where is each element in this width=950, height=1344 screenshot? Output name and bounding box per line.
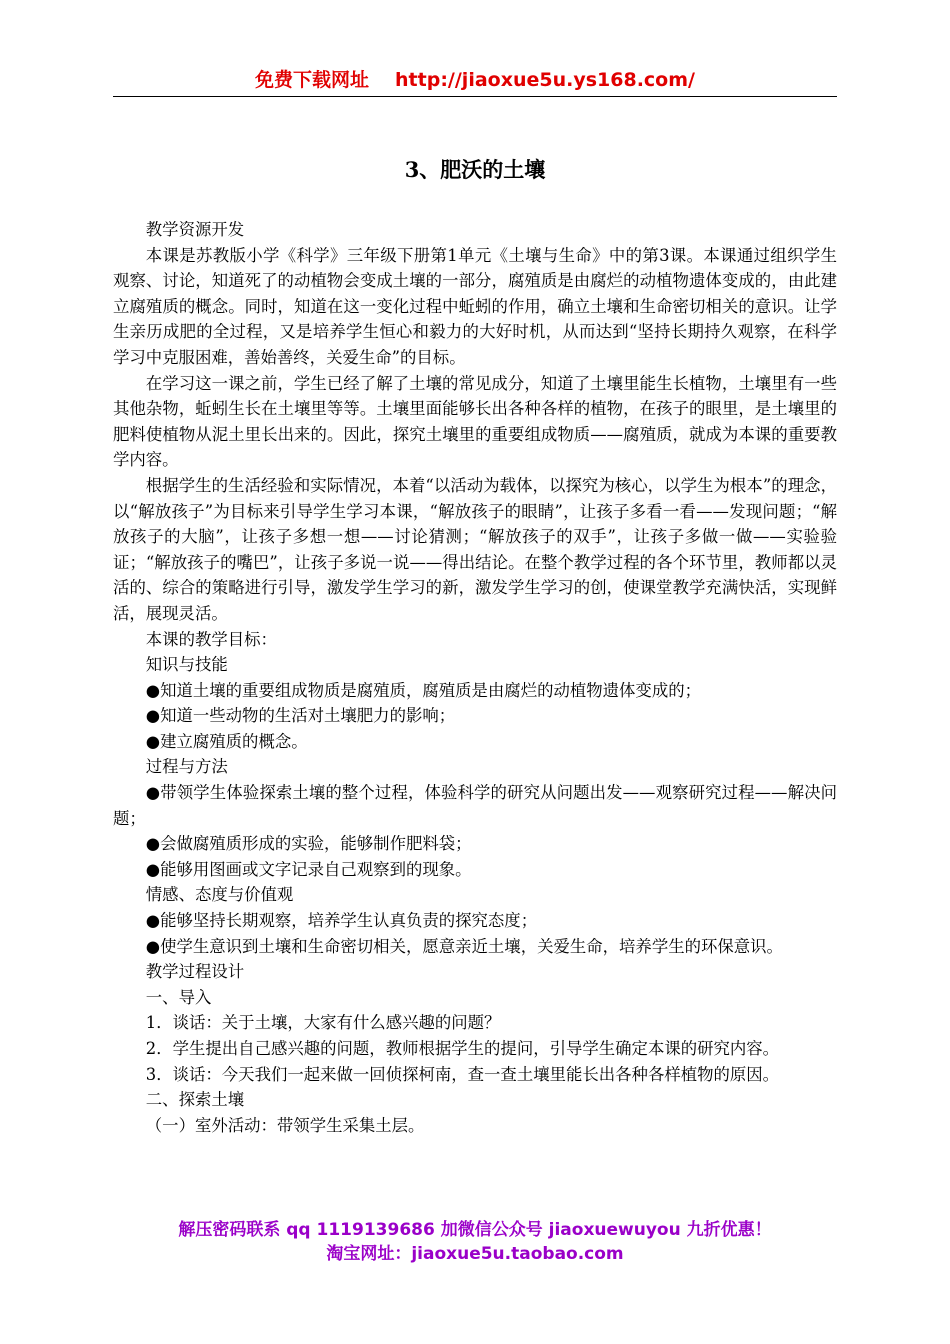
bullet-item: ●知道一些动物的生活对土壤肥力的影响； [145, 706, 456, 726]
paragraph: 本课是苏教版小学《科学》三年级下册第1单元《土壤与生命》中的第3课。本课通过组织学生观察、讨论，知道死了的动植物会变成土壤的一部分，腐殖质是由腐烂的动植物遗体变成的，由此建立腐殖质的概念。同时，知道在这一变化过程中蚯蚓的作用，确立土壤和生命密切相关的意识。让学生亲历成肥的全过程，又是培养学生恒心和毅力的大好时机，从而达到“坚持长期持久观察，在科学学习中克服困难，善始善终，关爱生命”的目标。 [113, 245, 837, 367]
footer-shop-link[interactable]: 淘宝网址：jiaoxue5u.taobao.com [326, 1244, 624, 1264]
step-heading: 一、导入 [145, 987, 212, 1007]
step-item: 3．谈话：今天我们一起来做一回侦探柯南，查一查土壤里能长出各种各样植物的原因。 [145, 1064, 780, 1084]
bullet-item: ●能够用图画或文字记录自己观察到的现象。 [145, 859, 472, 879]
paragraph: 根据学生的生活经验和实际情况，本着“以活动为载体，以探究为核心，以学生为根本”的理念，以“解放孩子”为目标来引导学生学习本课，“解放孩子的眼睛”，让孩子多看一看——发现问题；“解放孩子的大脑”，让孩子多想一想——讨论猜测；“解放孩子的双手”，让孩子多做一做——实验验证；“解放孩子的嘴巴”，让孩子多说一说——得出结论。在整个教学过程的各个环节里，教师都以灵活的、综合的策略进行引导，激发学生学习的新，激发学生学习的创，使课堂教学充满快活，实现鲜活，展现灵活。 [113, 475, 837, 623]
step-item: （一）室外活动：带领学生采集土层。 [145, 1115, 425, 1135]
bullet-item: ●带领学生体验探索土壤的整个过程，体验科学的研究从问题出发——观察研究过程——解决问题； [113, 783, 837, 828]
bullet-item: ●建立腐殖质的概念。 [145, 731, 308, 751]
document-body [113, 217, 837, 1138]
paragraph: 本课的教学目标： [145, 629, 277, 649]
paragraph: 教学资源开发 [145, 220, 245, 239]
section-heading: 知识与技能 [145, 655, 228, 675]
step-heading: 二、探索土壤 [145, 1090, 245, 1110]
bullet-item: ●知道土壤的重要组成物质是腐殖质，腐殖质是由腐烂的动植物遗体变成的； [145, 680, 701, 700]
bullet-item: ●能够坚持长期观察，培养学生认真负责的探究态度； [145, 911, 538, 931]
header-url-link[interactable]: http://jiaoxue5u.ys168.com/ [395, 69, 695, 91]
step-item: 1．谈话：关于土壤，大家有什么感兴趣的问题？ [145, 1013, 501, 1033]
section-heading: 情感、态度与价值观 [145, 885, 294, 905]
section-heading: 教学过程设计 [145, 962, 245, 982]
bullet-item: ●会做腐殖质形成的实验，能够制作肥料袋； [145, 834, 472, 854]
paragraph: 在学习这一课之前，学生已经了解了土壤的常见成分，知道了土壤里能生长植物，土壤里有一些其他杂物，蚯蚓生长在土壤里等等。土壤里面能够长出各种各样的植物，在孩子的眼里，是土壤里的肥料使植物从泥土里长出来的。因此，探究土壤里的重要组成物质——腐殖质，就成为本课的重要教学内容。 [113, 373, 837, 470]
step-item: 2．学生提出自己感兴趣的问题，教师根据学生的提问，引导学生确定本课的研究内容。 [145, 1039, 780, 1058]
header-label: 免费下载网址 [255, 69, 370, 91]
bullet-item: ●使学生意识到土壤和生命密切相关，愿意亲近土壤，关爱生命，培养学生的环保意识。 [145, 936, 783, 956]
section-heading: 过程与方法 [145, 757, 228, 777]
page-header [113, 66, 837, 97]
footer-contact: 解压密码联系 qq 1119139686 加微信公众号 jiaoxuewuyou 九折优惠！ [178, 1220, 772, 1240]
document-title: 3、肥沃的土壤 [404, 157, 546, 182]
